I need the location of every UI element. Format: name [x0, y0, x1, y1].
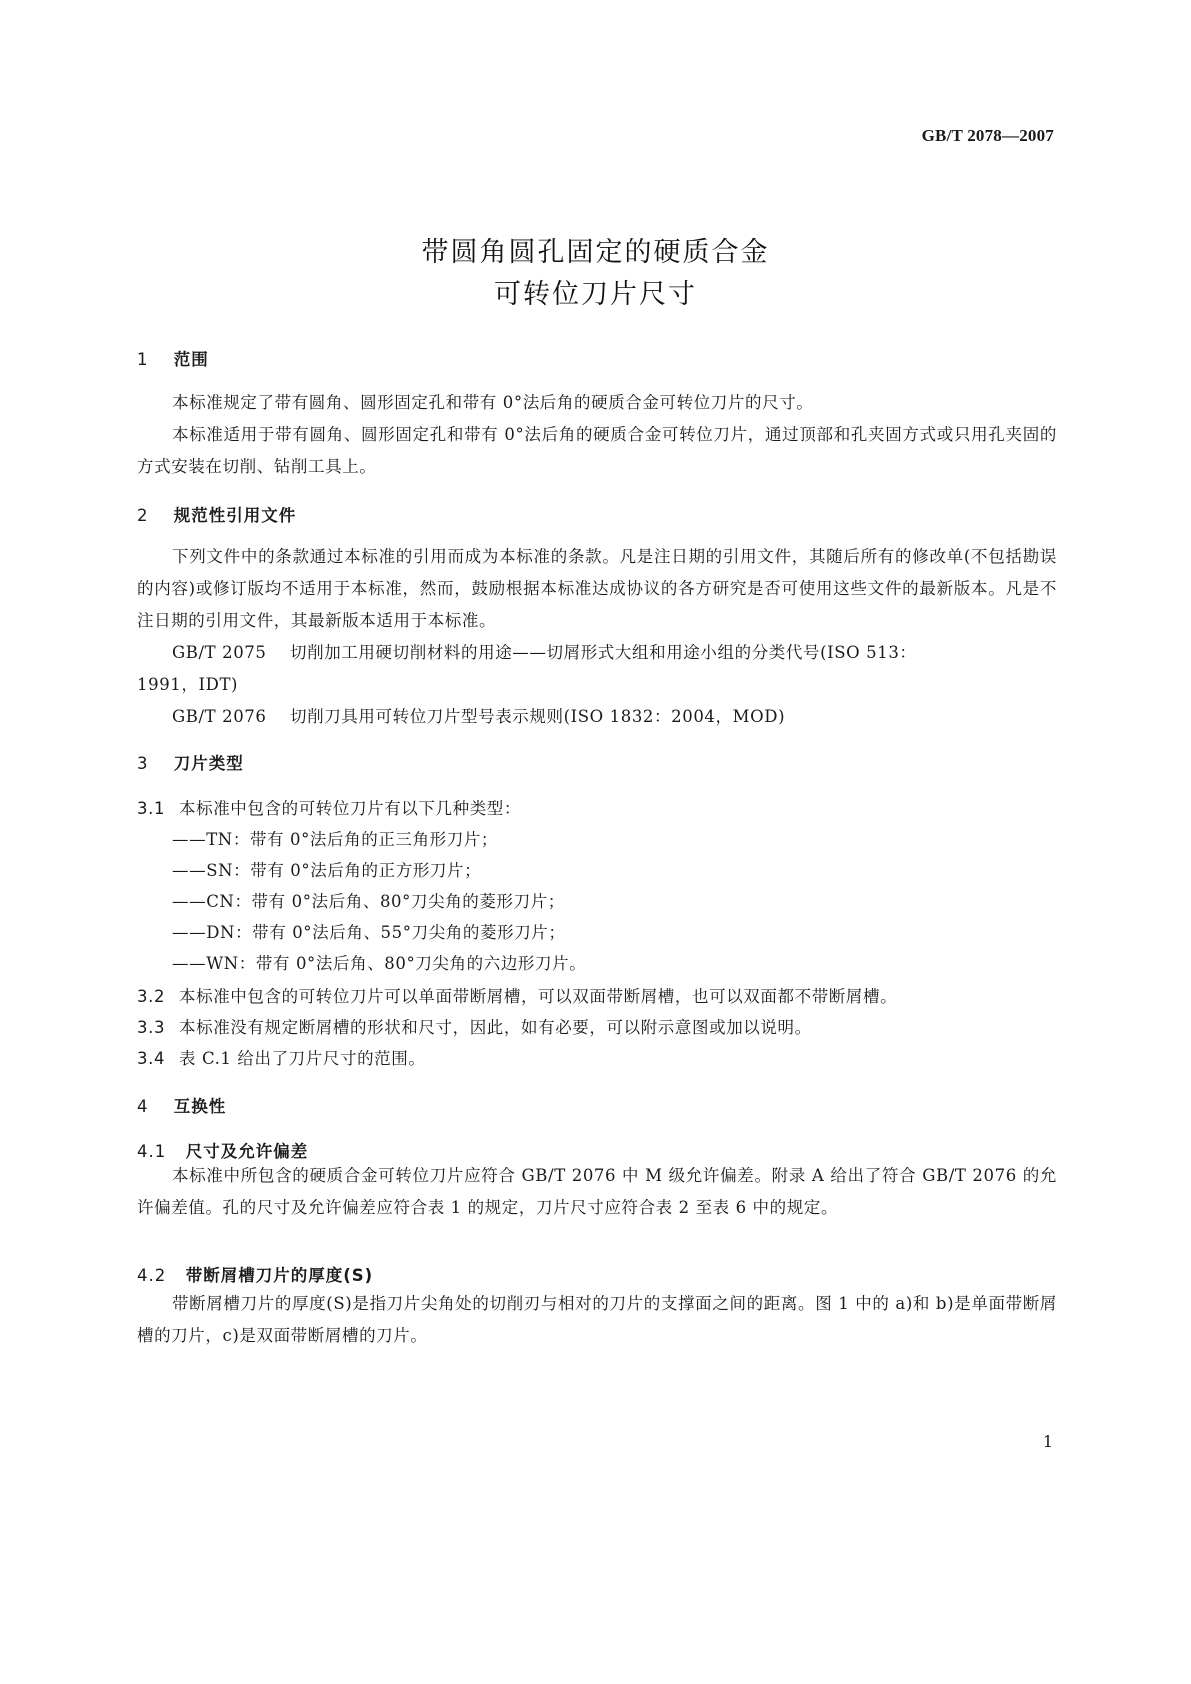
section-1-paragraph-2: 本标准适用于带有圆角、圆形固定孔和带有 0°法后角的硬质合金可转位刀片，通过顶部和孔夹固方式或只用孔夹固的方式安装在切削、钻削工具上。: [137, 425, 1057, 476]
subsection-title: 尺寸及允许偏差: [185, 1142, 309, 1161]
section-2-paragraph: 下列文件中的条款通过本标准的引用而成为本标准的条款。凡是注日期的引用文件，其随后所有的修改单(不包括勘误的内容)或修订版均不适用于本标准，然而，鼓励根据本标准达成协议的各方研究是否可使用这些文件的最新版本。凡是不注日期的引用文件，其最新版本适用于本标准。: [137, 547, 1057, 630]
insert-type-item: ——DN：带有 0°法后角、55°刀尖角的菱形刀片；: [172, 923, 566, 942]
clause-number: 3.3: [137, 1018, 166, 1037]
subsection-number: 4.2: [137, 1266, 167, 1285]
section-1-heading: [137, 346, 209, 370]
clause-3-4: [137, 1045, 425, 1069]
section-4-heading: [137, 1093, 226, 1117]
clause-text: 本标准中包含的可转位刀片有以下几种类型：: [179, 799, 521, 818]
reference-title: 切削加工用硬切削材料的用途——切屑形式大组和用途小组的分类代号(ISO 513：: [290, 643, 917, 662]
clause-3-3: [137, 1014, 812, 1038]
clause-3-2: [137, 983, 897, 1007]
insert-type-item: ——SN：带有 0°法后角的正方形刀片；: [172, 861, 482, 880]
reference-title: 切削刀具用可转位刀片型号表示规则(ISO 1832：2004，MOD): [290, 707, 786, 726]
section-2-heading: [137, 502, 296, 526]
clause-text: 本标准中包含的可转位刀片可以单面带断屑槽，可以双面带断屑槽，也可以双面都不带断屑槽。: [179, 987, 898, 1006]
section-number: 4: [137, 1097, 149, 1116]
subsection-4-1-heading: [137, 1138, 308, 1162]
section-number: 3: [137, 754, 149, 773]
clause-number: 3.1: [137, 799, 166, 818]
subsection-4-1-paragraph: 本标准中所包含的硬质合金可转位刀片应符合 GB/T 2076 中 M 级允许偏差。附录 A 给出了符合 GB/T 2076 的允许偏差值。孔的尺寸及允许偏差应符合表 1 的规定，刀片尺寸应符合表 2 至表 6 中的规定。: [137, 1166, 1057, 1217]
clause-number: 3.2: [137, 987, 166, 1006]
clause-number: 3.4: [137, 1049, 166, 1068]
section-number: 1: [137, 350, 149, 369]
subsection-number: 4.1: [137, 1142, 167, 1161]
clause-text: 表 C.1 给出了刀片尺寸的范围。: [179, 1049, 426, 1068]
section-1-paragraph-1: 本标准规定了带有圆角、圆形固定孔和带有 0°法后角的硬质合金可转位刀片的尺寸。: [172, 393, 814, 412]
insert-type-item: ——CN：带有 0°法后角、80°刀尖角的菱形刀片；: [172, 892, 565, 911]
subsection-4-2-heading: [137, 1262, 373, 1286]
page-number: 1: [1042, 1432, 1053, 1451]
reference-item: [172, 701, 1057, 733]
clause-3-1: [137, 795, 521, 819]
section-title: 互换性: [173, 1097, 227, 1116]
section-3-heading: [137, 750, 244, 774]
standard-code: GB/T 2078—2007: [921, 126, 1054, 145]
reference-code: GB/T 2076: [172, 707, 267, 726]
subsection-title: 带断屑槽刀片的厚度(S): [185, 1266, 374, 1285]
subsection-4-2-paragraph: 带断屑槽刀片的厚度(S)是指刀片尖角处的切削刃与相对的刀片的支撑面之间的距离。图 1 中的 a)和 b)是单面带断屑槽的刀片，c)是双面带断屑槽的刀片。: [137, 1294, 1057, 1345]
document-title-line1: 带圆角圆孔固定的硬质合金: [421, 237, 770, 268]
reference-continuation: 1991，IDT): [137, 675, 239, 694]
reference-item: [172, 637, 1057, 669]
insert-type-item: ——WN：带有 0°法后角、80°刀尖角的六边形刀片。: [172, 954, 587, 973]
section-title: 规范性引用文件: [173, 506, 297, 525]
section-title: 范围: [173, 350, 209, 369]
reference-code: GB/T 2075: [172, 643, 267, 662]
document-title-line2: 可转位刀片尺寸: [494, 279, 697, 310]
clause-text: 本标准没有规定断屑槽的形状和尺寸，因此，如有必要，可以附示意图或加以说明。: [179, 1018, 812, 1037]
section-title: 刀片类型: [173, 754, 244, 773]
section-number: 2: [137, 506, 149, 525]
insert-type-item: ——TN：带有 0°法后角的正三角形刀片；: [172, 830, 499, 849]
